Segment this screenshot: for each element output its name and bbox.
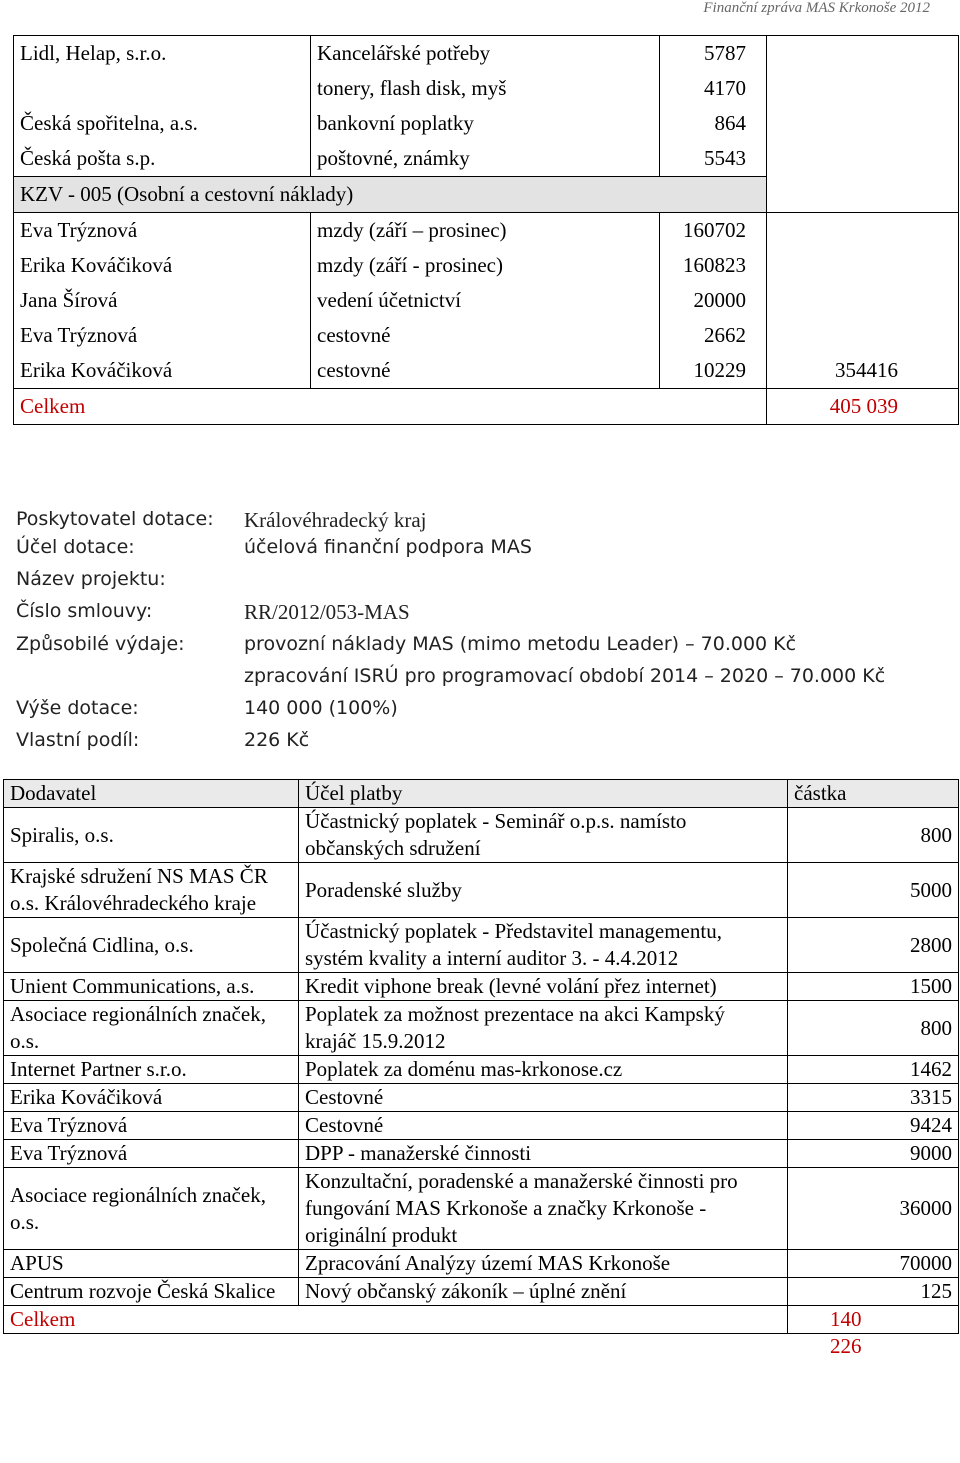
subtotal-cell [767, 318, 959, 353]
purpose-cell: Zpracování Analýzy území MAS Krkonoše [299, 1250, 788, 1278]
amount-cell: 36000 [788, 1168, 959, 1250]
purpose-cell: Poplatek za možnost prezentace na akci Kampský krajáč 15.9.2012 [299, 1001, 788, 1056]
person-cell: Erika Kováčiková [14, 353, 311, 389]
contract-label: Číslo smlouvy: [16, 600, 153, 622]
purpose-cell: tonery, flash disk, myš [311, 71, 660, 106]
table-row [4, 1278, 959, 1306]
total-blank [788, 1306, 959, 1334]
subtotal-cell [767, 141, 959, 177]
amount-cell: 5000 [788, 863, 959, 918]
table-row [14, 71, 959, 106]
table-row [14, 213, 959, 249]
purpose-cell: Kredit viphone break (levné volání přez internet) [299, 973, 788, 1001]
amount-cell: 20000 [660, 283, 767, 318]
purpose-cell: bankovní poplatky [311, 106, 660, 141]
supplier-cell: Centrum rozvoje Česká Skalice [4, 1278, 299, 1306]
total-value: 405 039 [767, 389, 959, 425]
table-row [14, 353, 959, 389]
table-row [4, 1168, 959, 1250]
table-row [4, 1056, 959, 1084]
table-row [4, 1112, 959, 1140]
header-supplier: Dodavatel [4, 780, 299, 808]
amount-cell: 9000 [788, 1140, 959, 1168]
purpose-cell: Cestovné [299, 1084, 788, 1112]
purpose-cell: mzdy (září – prosinec) [311, 213, 660, 249]
supplier-cell: Eva Trýznová [4, 1112, 299, 1140]
table-row [14, 36, 959, 72]
amount-cell: 800 [788, 1001, 959, 1056]
amount-cell: 1500 [788, 973, 959, 1001]
amount-cell: 800 [788, 808, 959, 863]
amount-cell: 5543 [660, 141, 767, 177]
purpose-cell: Poradenské služby [299, 863, 788, 918]
amount-cell: 1462 [788, 1056, 959, 1084]
subtotal-cell [767, 36, 959, 72]
supplier-cell: Česká spořitelna, a.s. [14, 106, 311, 141]
provider-value: Královéhradecký kraj [244, 508, 427, 532]
supplier-cell: Česká pošta s.p. [14, 141, 311, 177]
amount-cell: 2662 [660, 318, 767, 353]
purpose-cell: Kancelářské potřeby [311, 36, 660, 72]
purpose-cell: mzdy (září - prosinec) [311, 248, 660, 283]
purpose-cell: DPP - manažerské činnosti [299, 1140, 788, 1168]
table-row [4, 1250, 959, 1278]
total-value: 140 226 [830, 1307, 862, 1358]
amount-cell: 2800 [788, 918, 959, 973]
purpose-label: Účel dotace: [16, 536, 135, 558]
total-label: Celkem 140 226 [4, 1306, 788, 1334]
supplier-cell: Lidl, Helap, s.r.o. [14, 36, 311, 72]
amount-cell: 9424 [788, 1112, 959, 1140]
supplier-cell: Krajské sdružení NS MAS ČR o.s. Královéhradeckého kraje [4, 863, 299, 918]
amount-cell: 70000 [788, 1250, 959, 1278]
supplier-cell: Spiralis, o.s. [4, 808, 299, 863]
amount-cell: 160702 [660, 213, 767, 249]
supplier-cell: Erika Kováčiková [4, 1084, 299, 1112]
table-row [4, 1001, 959, 1056]
table-row [14, 283, 959, 318]
supplier-cell [14, 71, 311, 106]
amount-cell: 864 [660, 106, 767, 141]
table-row [4, 1084, 959, 1112]
table-row [4, 918, 959, 973]
subtotal-cell: 354416 [767, 353, 959, 389]
eligible-value-1: provozní náklady MAS (mimo metodu Leader) – 70.000 Kč [244, 633, 797, 655]
person-cell: Erika Kováčiková [14, 248, 311, 283]
section-title: KZV - 005 (Osobní a cestovní náklady) [14, 177, 767, 213]
expense-table-kzv [13, 35, 959, 425]
eligible-value-2: zpracování ISRÚ pro programovací období 2014 – 2020 – 70.000 Kč [244, 665, 886, 687]
supplier-cell: Asociace regionálních značek, o.s. [4, 1168, 299, 1250]
amount-cell: 160823 [660, 248, 767, 283]
table-row [14, 318, 959, 353]
contract-value: RR/2012/053-MAS [244, 600, 410, 624]
amount-cell: 3315 [788, 1084, 959, 1112]
table-row [4, 973, 959, 1001]
section-blank [767, 177, 959, 213]
person-cell: Eva Trýznová [14, 213, 311, 249]
purpose-cell: cestovné [311, 353, 660, 389]
subtotal-cell [767, 213, 959, 249]
supplier-cell: Unient Communications, a.s. [4, 973, 299, 1001]
purpose-cell: vedení účetnictví [311, 283, 660, 318]
own-value: 226 Kč [244, 729, 310, 751]
supplier-cell: Společná Cidlina, o.s. [4, 918, 299, 973]
table-header-row [4, 780, 959, 808]
header-amount: částka [788, 780, 959, 808]
header-purpose: Účel platby [299, 780, 788, 808]
supplier-cell: Eva Trýznová [4, 1140, 299, 1168]
amount-cell: 5787 [660, 36, 767, 72]
table-row [14, 106, 959, 141]
purpose-cell: Konzultační, poradenské a manažerské činnosti pro fungování MAS Krkonoše a značky Krkonoše - originální produkt [299, 1168, 788, 1250]
provider-label: Poskytovatel dotace: [16, 508, 214, 530]
amount-label: Výše dotace: [16, 697, 139, 719]
table-row [4, 1140, 959, 1168]
total-label: Celkem [14, 389, 767, 425]
subtotal-cell [767, 248, 959, 283]
amount-value: 140 000 (100%) [244, 697, 398, 719]
total-row [14, 389, 959, 425]
purpose-value: účelová finanční podpora MAS [244, 536, 532, 558]
table-row [4, 863, 959, 918]
purpose-cell: cestovné [311, 318, 660, 353]
table-row [4, 808, 959, 863]
amount-cell: 125 [788, 1278, 959, 1306]
supplier-table [3, 779, 959, 1358]
subtotal-cell [767, 283, 959, 318]
section-row [14, 177, 959, 213]
subtotal-cell [767, 71, 959, 106]
amount-cell: 4170 [660, 71, 767, 106]
supplier-cell: Asociace regionálních značek, o.s. [4, 1001, 299, 1056]
purpose-cell: Nový občanský zákoník – úplné znění [299, 1278, 788, 1306]
table-row [14, 248, 959, 283]
person-cell: Eva Trýznová [14, 318, 311, 353]
amount-cell: 10229 [660, 353, 767, 389]
purpose-cell: Cestovné [299, 1112, 788, 1140]
purpose-cell: Poplatek za doménu mas-krkonose.cz [299, 1056, 788, 1084]
supplier-cell: APUS [4, 1250, 299, 1278]
purpose-cell: Účastnický poplatek - Představitel managementu, systém kvality a interní auditor 3. - 4.4.2012 [299, 918, 788, 973]
eligible-label: Způsobilé výdaje: [16, 633, 185, 655]
subtotal-cell [767, 106, 959, 141]
purpose-cell: poštovné, známky [311, 141, 660, 177]
project-label: Název projektu: [16, 568, 166, 590]
own-label: Vlastní podíl: [16, 729, 140, 751]
total-row [4, 1306, 959, 1334]
supplier-cell: Internet Partner s.r.o. [4, 1056, 299, 1084]
purpose-cell: Účastnický poplatek - Seminář o.p.s. namísto občanských sdružení [299, 808, 788, 863]
person-cell: Jana Šírová [14, 283, 311, 318]
table-row [14, 141, 959, 177]
page-header: Finanční zpráva MAS Krkonoše 2012 [703, 0, 930, 16]
